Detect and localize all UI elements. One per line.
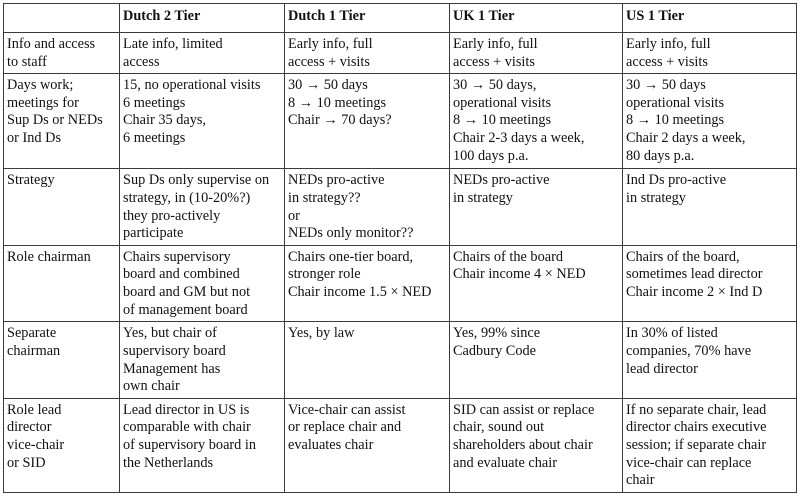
row-label: Strategy (4, 169, 120, 245)
table-row (4, 398, 797, 492)
table-cell: If no separate chair, lead director chairs executive session; if separate chair vice-chair can replace chair (623, 398, 797, 492)
table-cell: Yes, 99% since Cadbury Code (450, 322, 623, 398)
table-cell: SID can assist or replace chair, sound out shareholders about chair and evaluate chair (450, 398, 623, 492)
header-corner-cell (4, 4, 120, 33)
table-cell: 15, no operational visits 6 meetings Chair 35 days, 6 meetings (120, 74, 285, 169)
table-cell: Chairs one-tier board, stronger role Chair income 1.5 × NED (285, 245, 450, 321)
table-cell: Chairs of the board Chair income 4 × NED (450, 245, 623, 321)
row-label: Days work; meetings for Sup Ds or NEDs or Ind Ds (4, 74, 120, 169)
table-cell: Chairs of the board, sometimes lead director Chair income 2 × Ind D (623, 245, 797, 321)
table-cell: Sup Ds only supervise on strategy, in (10-20%?) they pro-actively participate (120, 169, 285, 245)
row-label: Info and access to staff (4, 33, 120, 74)
table-cell: Vice-chair can assist or replace chair and evaluates chair (285, 398, 450, 492)
table-cell: 30 → 50 days 8 → 10 meetings Chair → 70 days? (285, 74, 450, 169)
row-label: Separate chairman (4, 322, 120, 398)
table-row (4, 74, 797, 169)
table-cell: Yes, but chair of supervisory board Management has own chair (120, 322, 285, 398)
table-row (4, 33, 797, 74)
comparison-table (3, 3, 797, 493)
table-cell: Early info, full access + visits (623, 33, 797, 74)
table-row (4, 245, 797, 321)
table-row (4, 169, 797, 245)
table-cell: Lead director in US is comparable with chair of supervisory board in the Netherlands (120, 398, 285, 492)
table-cell: Chairs supervisory board and combined board and GM but not of management board (120, 245, 285, 321)
table-cell: 30 → 50 days, operational visits 8 → 10 meetings Chair 2-3 days a week, 100 days p.a. (450, 74, 623, 169)
table-cell: In 30% of listed companies, 70% have lead director (623, 322, 797, 398)
table-cell: Early info, full access + visits (450, 33, 623, 74)
table-cell: Late info, limited access (120, 33, 285, 74)
header-uk-1-tier: UK 1 Tier (450, 4, 623, 33)
header-dutch-1-tier: Dutch 1 Tier (285, 4, 450, 33)
table-cell: NEDs pro-active in strategy (450, 169, 623, 245)
table-row (4, 322, 797, 398)
table-header-row (4, 4, 797, 33)
table-cell: Ind Ds pro-active in strategy (623, 169, 797, 245)
header-us-1-tier: US 1 Tier (623, 4, 797, 33)
table-cell: Yes, by law (285, 322, 450, 398)
header-dutch-2-tier: Dutch 2 Tier (120, 4, 285, 33)
table-cell: NEDs pro-active in strategy?? or NEDs only monitor?? (285, 169, 450, 245)
row-label: Role lead director vice-chair or SID (4, 398, 120, 492)
row-label: Role chairman (4, 245, 120, 321)
table-cell: 30 → 50 days operational visits 8 → 10 meetings Chair 2 days a week, 80 days p.a. (623, 74, 797, 169)
table-cell: Early info, full access + visits (285, 33, 450, 74)
